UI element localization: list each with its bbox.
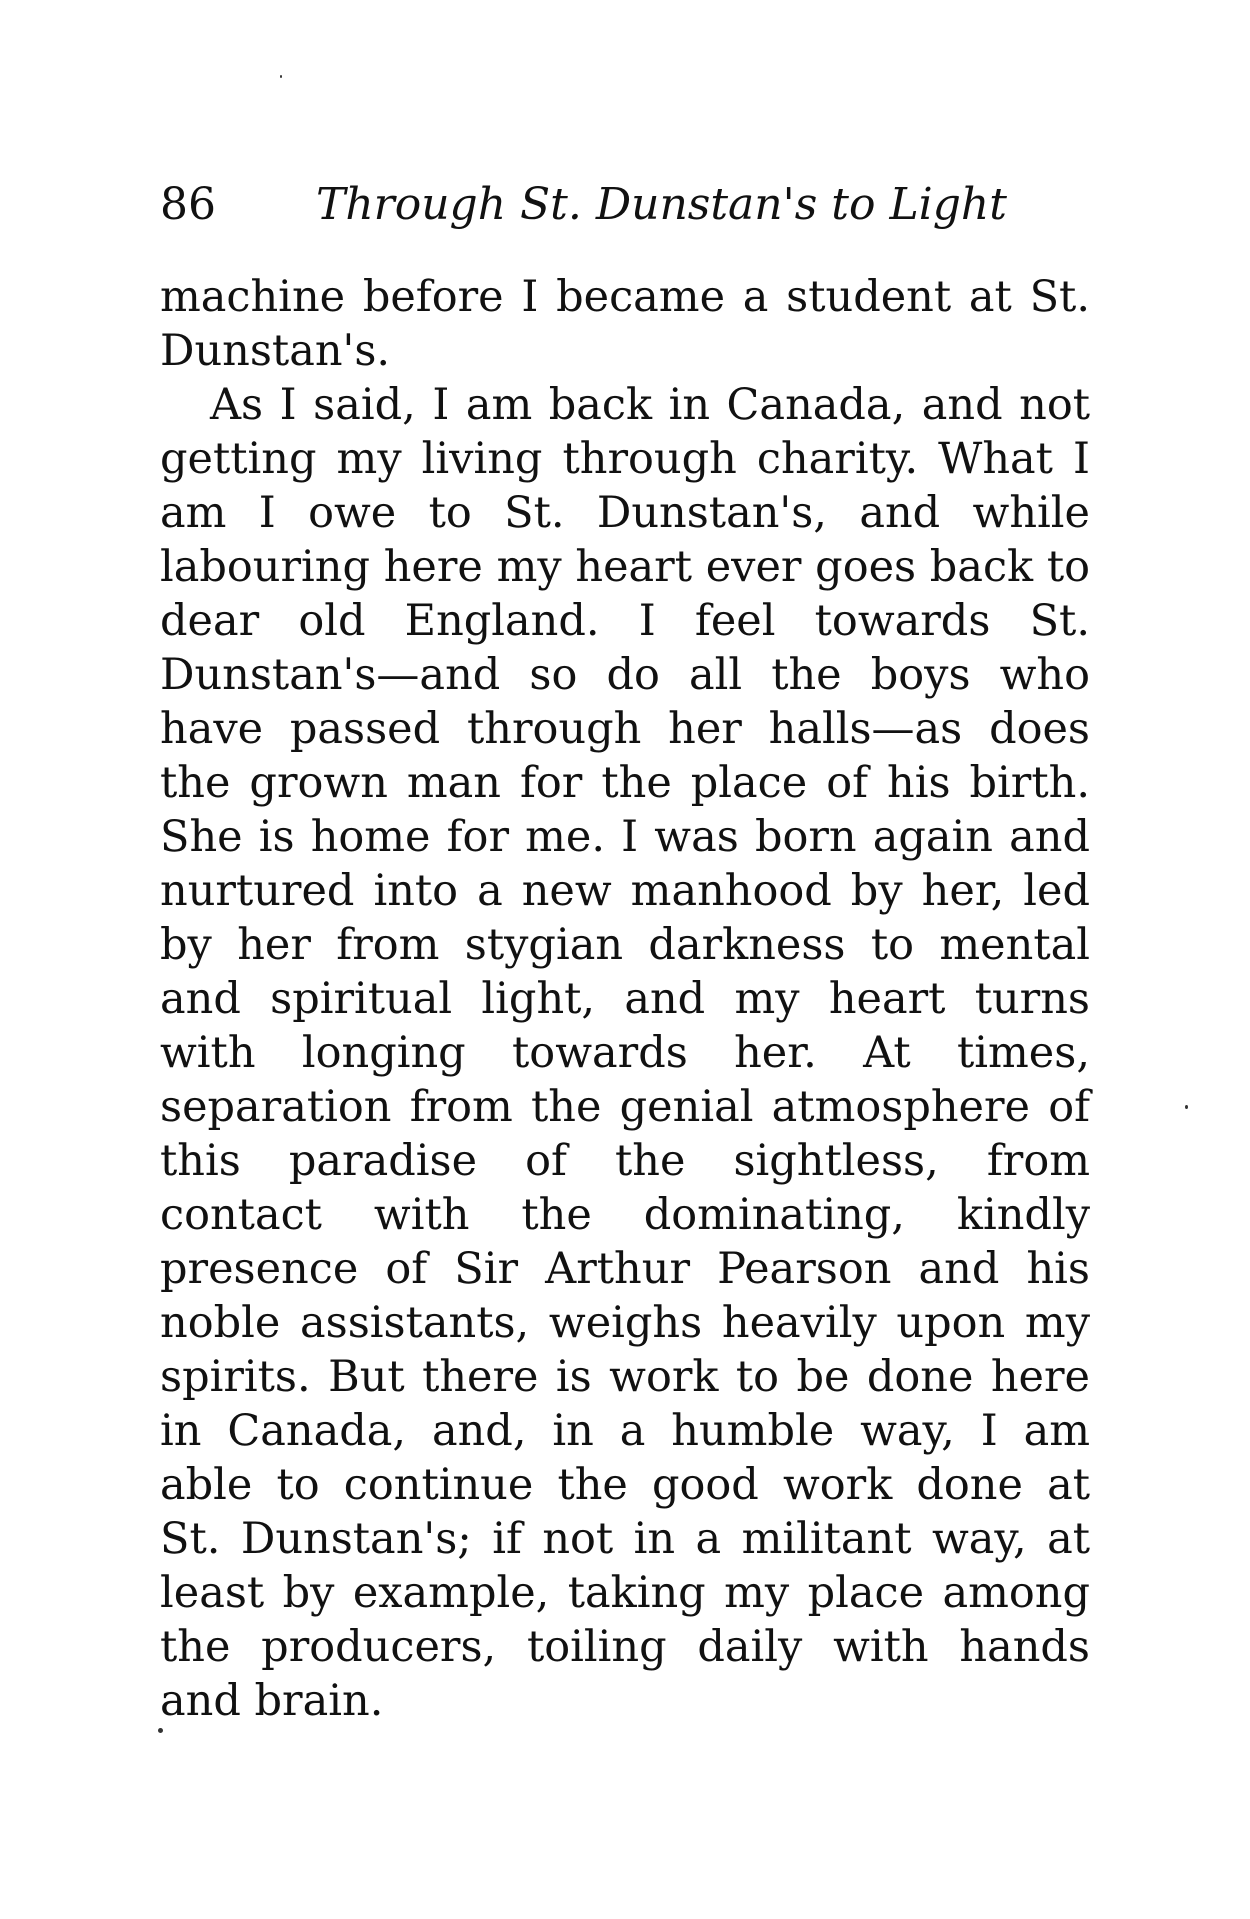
running-head [160, 180, 1090, 230]
scan-speck [1185, 1105, 1188, 1109]
paragraph-continued: machine before I became a student at St. Dunstan's. [160, 272, 1090, 376]
running-title: Through St. Dunstan's to Light [316, 179, 1007, 230]
scan-speck [158, 1728, 163, 1733]
paragraph: As I said, I am back in Canada, and not getting my living through charity. What I am I owe to St. Dunstan's, and while labouring here my heart ever goes back to dear old England. I feel towards St. Dunstan's—and so do all the boys who have passed through her halls—as does the grown man for the place of his birth. She is home for me. I was born again and nurtured into a new manhood by her, led by her from stygian darkness to mental and spiritual light, and my heart turns with longing towards her. At times, separation from the genial atmosphere of this paradise of the sightless, from contact with the dominating, kindly presence of Sir Arthur Pearson and his noble assistants, weighs heavily upon my spirits. But there is work to be done here in Canada, and, in a humble way, I am able to continue the good work done at St. Dunstan's; if not in a militant way, at least by example, taking my place among the producers, toiling daily with hands and brain. [160, 380, 1090, 1726]
scan-speck [280, 75, 282, 78]
body-text [160, 270, 1090, 1728]
page-number: 86 [160, 179, 216, 230]
